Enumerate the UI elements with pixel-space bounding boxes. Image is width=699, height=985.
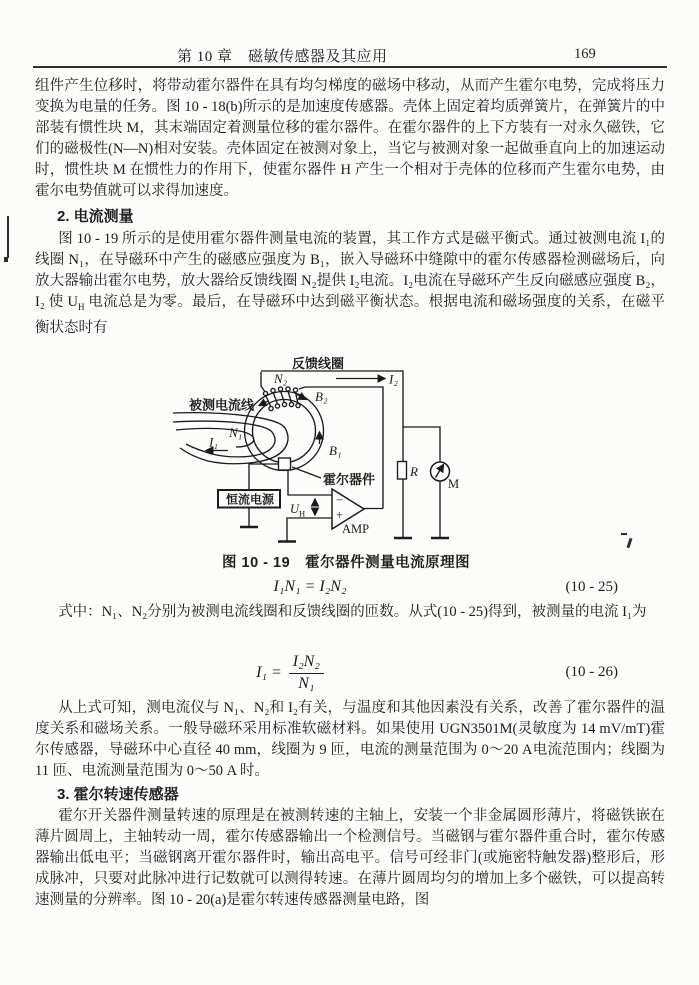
meter-needle <box>436 465 444 478</box>
amp-label: AMP <box>342 522 370 536</box>
scan-artifact-tick <box>621 533 627 535</box>
page-number: 169 <box>574 46 596 62</box>
wire-meter-branch <box>403 427 440 462</box>
paragraph-accelerometer: 组件产生位移时，将带动霍尔器件在具有均匀梯度的磁场中移动，从而产生霍尔电势，完成将压力变换为电量的任务。图 10 - 18(b)所示的是加速度传感器。壳体上固定着均质弹簧片，在弹簧片的中部装有惯性块 M，其末端固定着测量位移的霍尔器件。在霍尔器件的上下方装有一对永久磁铁，它们的磁极性(N—N)相对安装。壳体固定在被测对象上，当它与被测对象一起做垂直向上的加速运动时，惯性块 M 在惯性力的作用下，使霍尔器件 H 产生一个相对于壳体的位移而产生霍尔电势，由霍尔电势值就可以求得加速度。 <box>35 78 665 199</box>
meter-symbol <box>431 462 450 481</box>
section-heading-speed-sensor: 3. 霍尔转速传感器 <box>57 786 179 803</box>
resistor-label: R <box>410 464 418 479</box>
amp-minus-sign: − <box>336 493 344 507</box>
paragraph-current-measure-pre: 图 10 - 19 所示的是使用霍尔器件测量电流的装置，其工作方式是磁平衡式。通过被测电流 I₁的线圈 N₁，在导磁环中产生的磁感应强度为 B₁，嵌入导磁环中缝隙中的霍尔传感器检测磁场后，向放大器输出霍尔电势，放大器给反馈线圈 N₂提供 I₂电流。I₂电流在导磁环产生反向磁感应强度 B₂，I₂ 使 U <box>35 231 665 310</box>
uh-label-sub: H <box>299 508 306 519</box>
paragraph-current-measure-post: 电流总是为零。最后，在导磁环中达到磁平衡状态。根据电流和磁场强度的关系，在磁平衡状态时有 <box>35 294 665 336</box>
figure-hall-current-circuit <box>0 352 699 550</box>
scan-artifact-left-dot <box>4 257 8 262</box>
equation-10-25-number: (10 - 25) <box>565 579 618 595</box>
i2-label: I₂ <box>389 371 398 387</box>
wire-amp-plus-ground <box>287 518 332 542</box>
paragraph-where: 式中：N₁、N₂分别为被测电流线圈和反馈线圈的匝数。从式(10 - 25)得到，被测量的电流 I₁为 <box>58 604 647 620</box>
wire-source-to-hall <box>249 464 279 490</box>
paragraph-current-measure <box>35 229 665 339</box>
paragraph-speed-sensor: 霍尔开关器件测量转速的原理是在被测转速的主轴上，安装一个非金属圆形薄片，将磁铁嵌在薄片圆周上，主轴转动一周，霍尔传感器输出一个检测信号。当磁钢与霍尔器件重合时，霍尔传感器输出低电平；当磁钢离开霍尔器件时，输出高电平。信号可经非门(或施密特触发器)整形后，形成脉冲，只要对此脉冲进行记数就可以测得转速。在薄片圆周均匀的增加上多个磁铁，可以提高转速测量的分辨率。图 10 - 20(a)是霍尔转速传感器测量电路，图 <box>35 808 665 908</box>
constant-current-source-label: 恒流电源 <box>226 492 275 507</box>
hall-device-label: 霍尔器件 <box>323 472 376 487</box>
wire-amp-to-coil <box>305 387 383 509</box>
feedback-coil-label: 反馈线圈 <box>292 356 345 371</box>
n1-label: N₁ <box>229 425 243 440</box>
meter-label: M <box>448 477 460 491</box>
fraction-denominator: N₁ <box>298 674 315 692</box>
equation-10-26-lhs: I₁ = <box>256 664 282 681</box>
equation-10-25-expr: I₁N₁ = I₂N₂ <box>273 578 347 595</box>
b2-label: B₂ <box>315 389 328 404</box>
resistor-symbol <box>398 462 407 480</box>
chapter-header: 第 10 章 磁敏传感器及其应用 <box>177 49 388 65</box>
amp-plus-sign: + <box>336 508 344 522</box>
measured-wire-label: 被测电流线 <box>189 397 255 413</box>
header-rule <box>33 66 667 68</box>
b1-label: B₁ <box>329 443 342 458</box>
equation-10-26-number: (10 - 26) <box>565 664 618 680</box>
equation-10-26 <box>35 650 545 696</box>
uh-label-base: U <box>290 502 300 516</box>
fraction-numerator: I₂N₂ <box>289 653 324 673</box>
i1-label: I₁ <box>209 434 218 450</box>
n2-label: N₂ <box>274 371 288 386</box>
paragraph-discussion: 从上式可知，测电流仪与 N₁、N₂和 I₂有关，与温度和其他因素没有关系，改善了霍尔器件的温度关系和磁场关系。一般导磁环采用标准软磁材料。如果使用 UGN3501M(灵敏度为 14 mV/mT)霍尔传感器，导磁环中心直径 40 mm，线圈为 9 匝，电流的测量范围为 0～20 A电流范围内；线圈为 11 匝、电流测量范围为 0～50 A 时。 <box>35 700 665 779</box>
uh-subscript: H <box>77 301 85 312</box>
hall-callout-line <box>292 467 321 478</box>
section-heading-current-measure: 2. 电流测量 <box>57 208 134 225</box>
equation-10-26-fraction <box>289 653 324 693</box>
hall-element <box>279 458 291 470</box>
figure-caption: 图 10 - 19 霍尔器件测量电流原理图 <box>222 555 471 571</box>
scan-artifact-left-line <box>7 216 9 258</box>
